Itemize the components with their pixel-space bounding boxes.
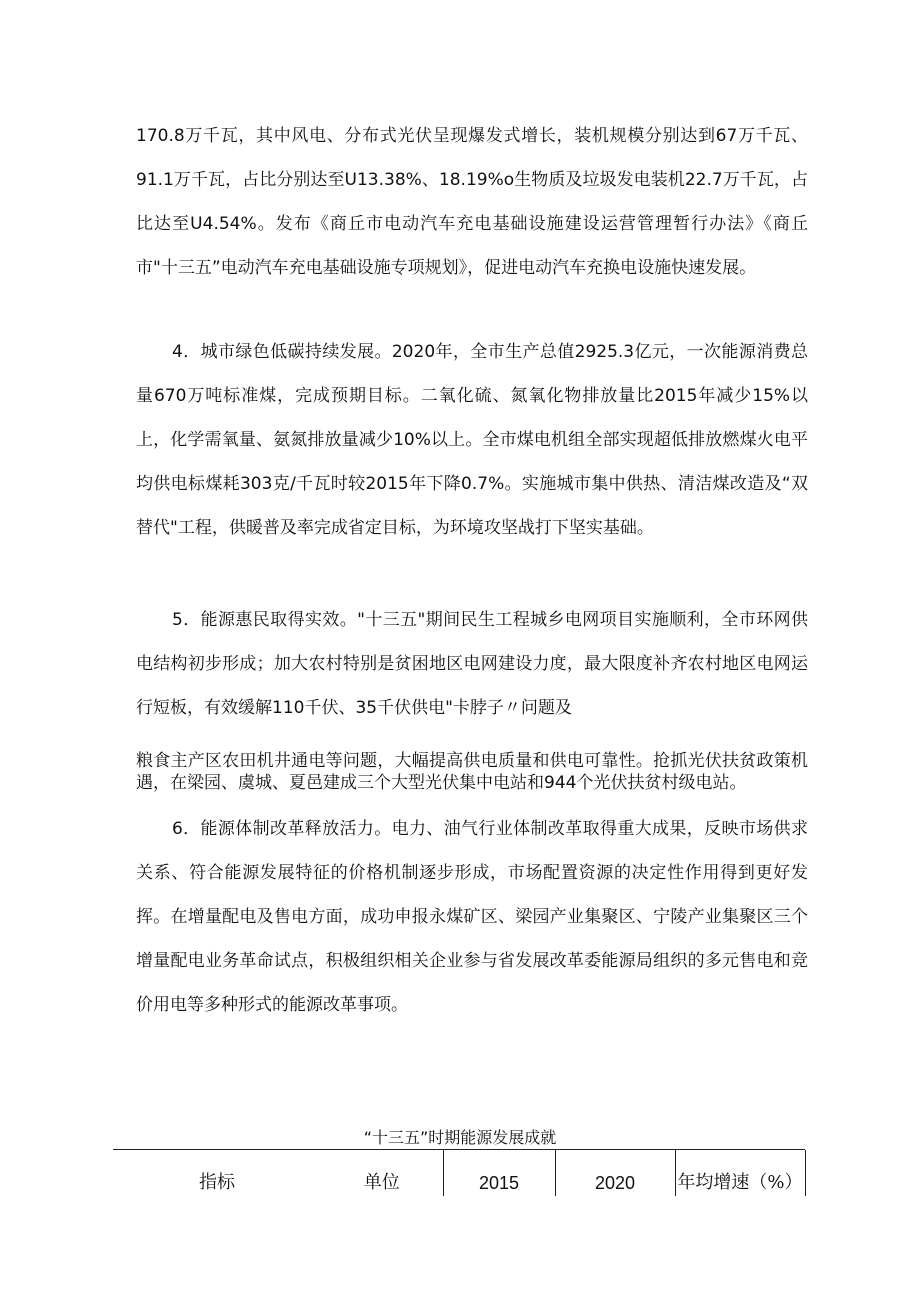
header-year-2020: 2020 [555, 1150, 675, 1196]
header-year-2015: 2015 [443, 1150, 555, 1196]
paragraph-system-reform: 6．能源体制改革释放活力。电力、油气行业体制改革取得重大成果，反映市场供求关系、符合能源发展特征的价格机制逐步形成，市场配置资源的决定性作用得到更好发挥。在增量配电及售电方面，成功申报永煤矿区、梁园产业集聚区、宁陵产业集聚区三个增量配电业务革命试点，积极组织相关企业参与省发展改革委能源局组织的多元售电和竞价用电等多种形式的能源改革事项。 [136, 819, 808, 1015]
paragraph-energy-benefits-people: 5．能源惠民取得实效。"十三五"期间民生工程城乡电网项目实施顺利，全市环网供电结构初步形成；加大农村特别是贫困地区电网建设力度，最大限度补齐农村地区电网运行短板，有效缓解110千伏、35千伏供电"卡脖子〃问题及 [136, 610, 808, 718]
header-indicator: 指标 [199, 1172, 235, 1193]
paragraph-energy-benefits-continued: 粮食主产区农田机井通电等问题，大幅提高供电质量和供电可靠性。抢抓光伏扶贫政策机遇，在梁园、虞城、夏邑建成三个大型光伏集中电站和944个光伏扶贫村级电站。 [136, 751, 808, 793]
paragraph-installed-capacity: 170.8万千瓦，其中风电、分布式光伏呈现爆发式增长，装机规模分别达到67万千瓦、91.1万千瓦，占比分别达至U13.38%、18.19%o生物质及垃圾发电装机22.7万千瓦，占比达至U4.54%。发布《商丘市电动汽车充电基础设施建设运营管理暂行办法》《商丘市"十三五”电动汽车充电基础设施专项规划》，促进电动汽车充换电设施快速发展。 [136, 126, 808, 278]
header-annual-growth: 年均增速（%） [675, 1150, 805, 1196]
table-title: “十三五”时期能源发展成就 [363, 1128, 557, 1147]
achievements-table [113, 1149, 805, 1196]
table-header-row [113, 1150, 805, 1196]
paragraph-green-low-carbon: 4．城市绿色低碳持续发展。2020年，全市生产总值2925.3亿元，一次能源消费总量670万吨标准煤，完成预期目标。二氧化硫、氮氧化物排放量比2015年减少15%以上，化学需氧量、氨氮排放量减少10%以上。全市煤电机组全部实现超低排放燃煤火电平均供电标煤耗303克/千瓦时较2015年下降0.7%。实施城市集中供热、清洁煤改造及“双替代"工程，供暖普及率完成省定目标，为环境攻坚战打下坚实基础。 [136, 342, 808, 538]
header-unit: 单位 [363, 1172, 400, 1193]
